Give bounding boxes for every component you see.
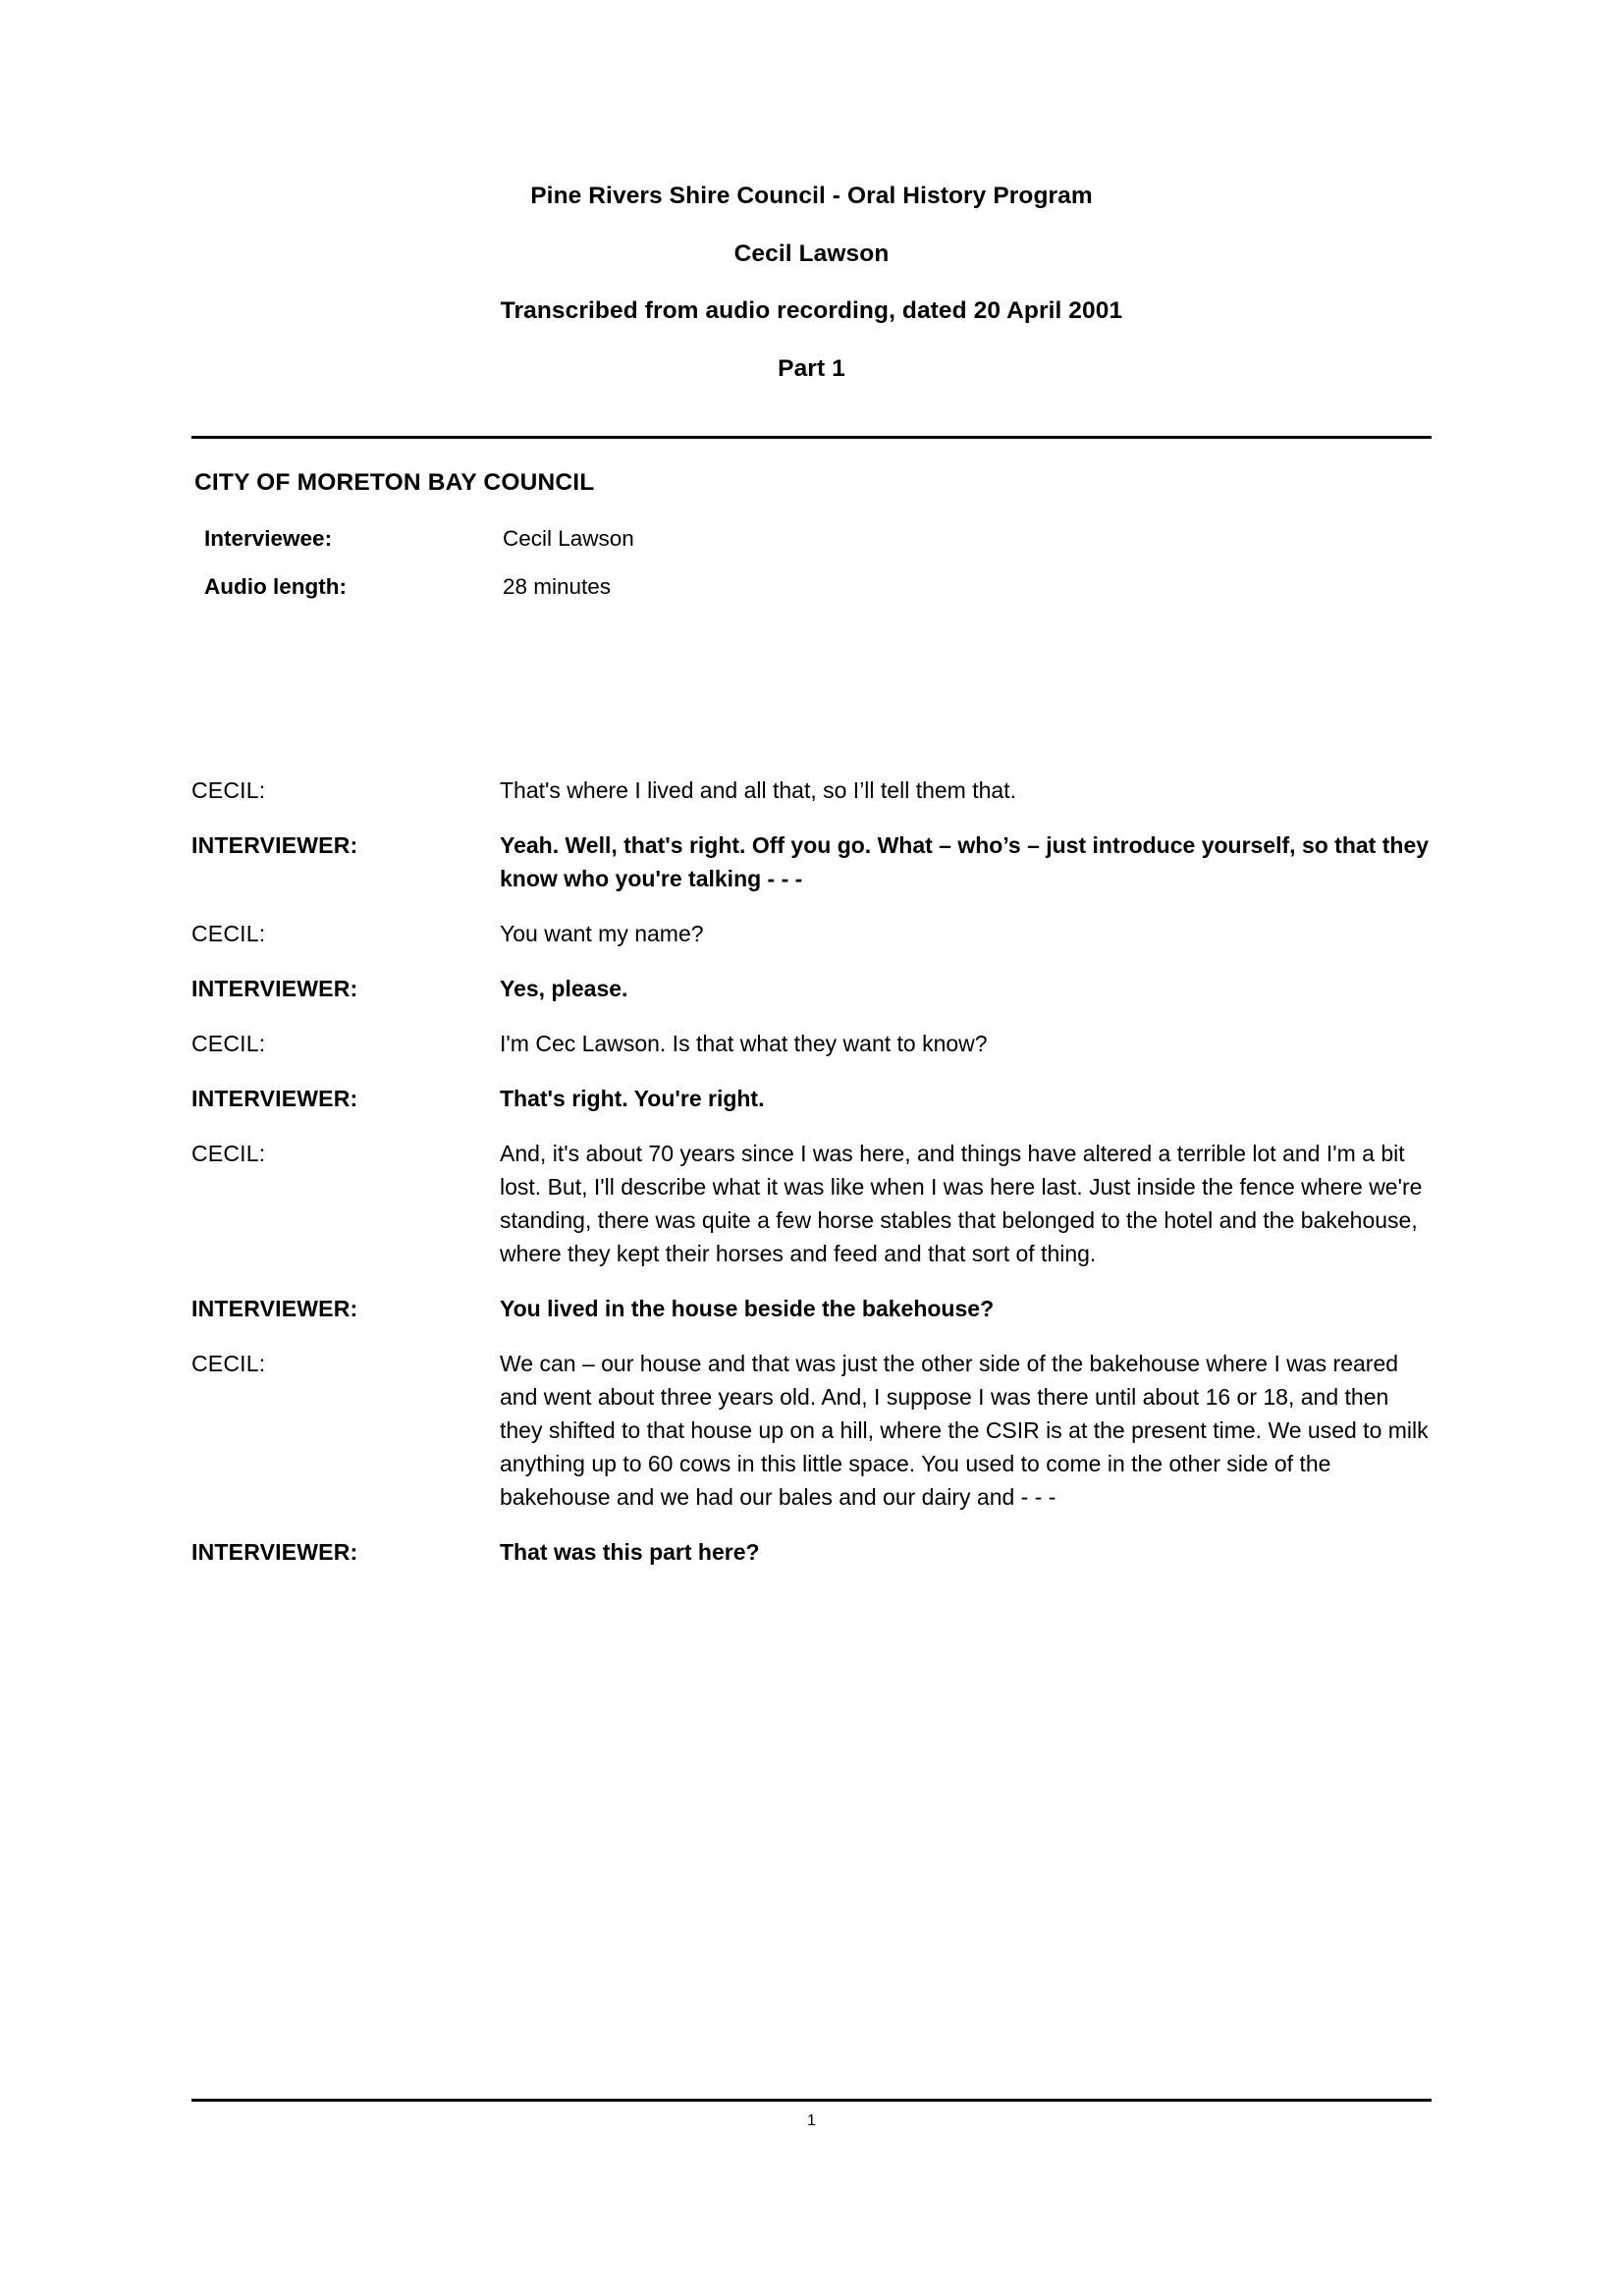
speaker-label: CECIL: (191, 1350, 266, 1376)
footer-divider-rule (191, 2099, 1432, 2102)
metadata-label-audio-length: Audio length: (204, 573, 347, 599)
header-divider-rule (191, 436, 1432, 439)
utterance-text: I'm Cec Lawson. Is that what they want to know? (500, 1030, 988, 1056)
speaker-label: INTERVIEWER: (191, 831, 358, 858)
utterance-text: We can – our house and that was just the other side of the bakehouse where I was reared and went about three years old. And, I suppose I was there until about 16 or 18, and then they shifted to that house up on a hill, where the CSIR is at the present time. We used to milk anything up to 60 cows in this little space. You used to come in the other side of the bakehouse and we had our bales and our dairy and - - - (500, 1350, 1429, 1510)
transcript-turn (191, 917, 1432, 950)
speaker-label: INTERVIEWER: (191, 975, 358, 1001)
metadata-row-interviewee (204, 525, 634, 573)
utterance-text: You want my name? (500, 920, 704, 946)
utterance-text: That was this part here? (500, 1539, 760, 1566)
transcript-turn (191, 1082, 1432, 1115)
speaker-label: CECIL: (191, 920, 266, 946)
transcript-turn (191, 1347, 1432, 1514)
metadata-table (204, 525, 634, 621)
transcript-turn (191, 774, 1432, 807)
speaker-label: CECIL: (191, 776, 266, 803)
document-header (191, 0, 1432, 385)
utterance-text: And, it's about 70 years since I was here, and things have altered a terrible lot and I'm a bit lost. But, I'll describe what it was like when I was here last. Just inside the fence where we're standing, there was quite a few horse stables that belonged to the hotel and the bakehouse, where they kept their horses and feed and that sort of thing. (500, 1140, 1423, 1266)
utterance-text: That's right. You're right. (500, 1085, 765, 1111)
transcript-turn (191, 1137, 1432, 1270)
header-line-program-title: Pine Rivers Shire Council - Oral History Program (530, 183, 1093, 209)
header-line-interviewee-name: Cecil Lawson (733, 240, 890, 267)
header-line-transcription-note: Transcribed from audio recording, dated 20 April 2001 (500, 297, 1123, 325)
transcript-turn (191, 1027, 1432, 1060)
speaker-label: INTERVIEWER: (191, 1085, 358, 1111)
transcript-turn (191, 828, 1432, 895)
metadata-value-interviewee: Cecil Lawson (503, 525, 634, 551)
utterance-text: That's where I lived and all that, so I’ll tell them that. (500, 776, 1016, 803)
speaker-label: INTERVIEWER: (191, 1295, 358, 1321)
transcript-turn (191, 1292, 1432, 1325)
metadata-label-interviewee: Interviewee: (204, 525, 333, 551)
utterance-text: You lived in the house beside the bakehouse? (500, 1295, 995, 1321)
speaker-label: CECIL: (191, 1140, 266, 1166)
page-content (191, 0, 1432, 1590)
speaker-label: INTERVIEWER: (191, 1539, 358, 1566)
transcript-body (191, 774, 1432, 1570)
council-heading: CITY OF MORETON BAY COUNCIL (194, 468, 595, 496)
metadata-row-audio-length (204, 573, 634, 621)
utterance-text: Yes, please. (500, 975, 628, 1001)
header-line-part: Part 1 (778, 354, 845, 382)
page-footer (191, 2099, 1432, 2130)
metadata-value-audio-length: 28 minutes (503, 573, 612, 599)
transcript-turn (191, 1535, 1432, 1569)
utterance-text: Yeah. Well, that's right. Off you go. What – who’s – just introduce yourself, so that they know who you're talking - - - (500, 831, 1430, 891)
transcript-turn (191, 972, 1432, 1005)
page-number: 1 (807, 2112, 816, 2129)
speaker-label: CECIL: (191, 1030, 266, 1056)
